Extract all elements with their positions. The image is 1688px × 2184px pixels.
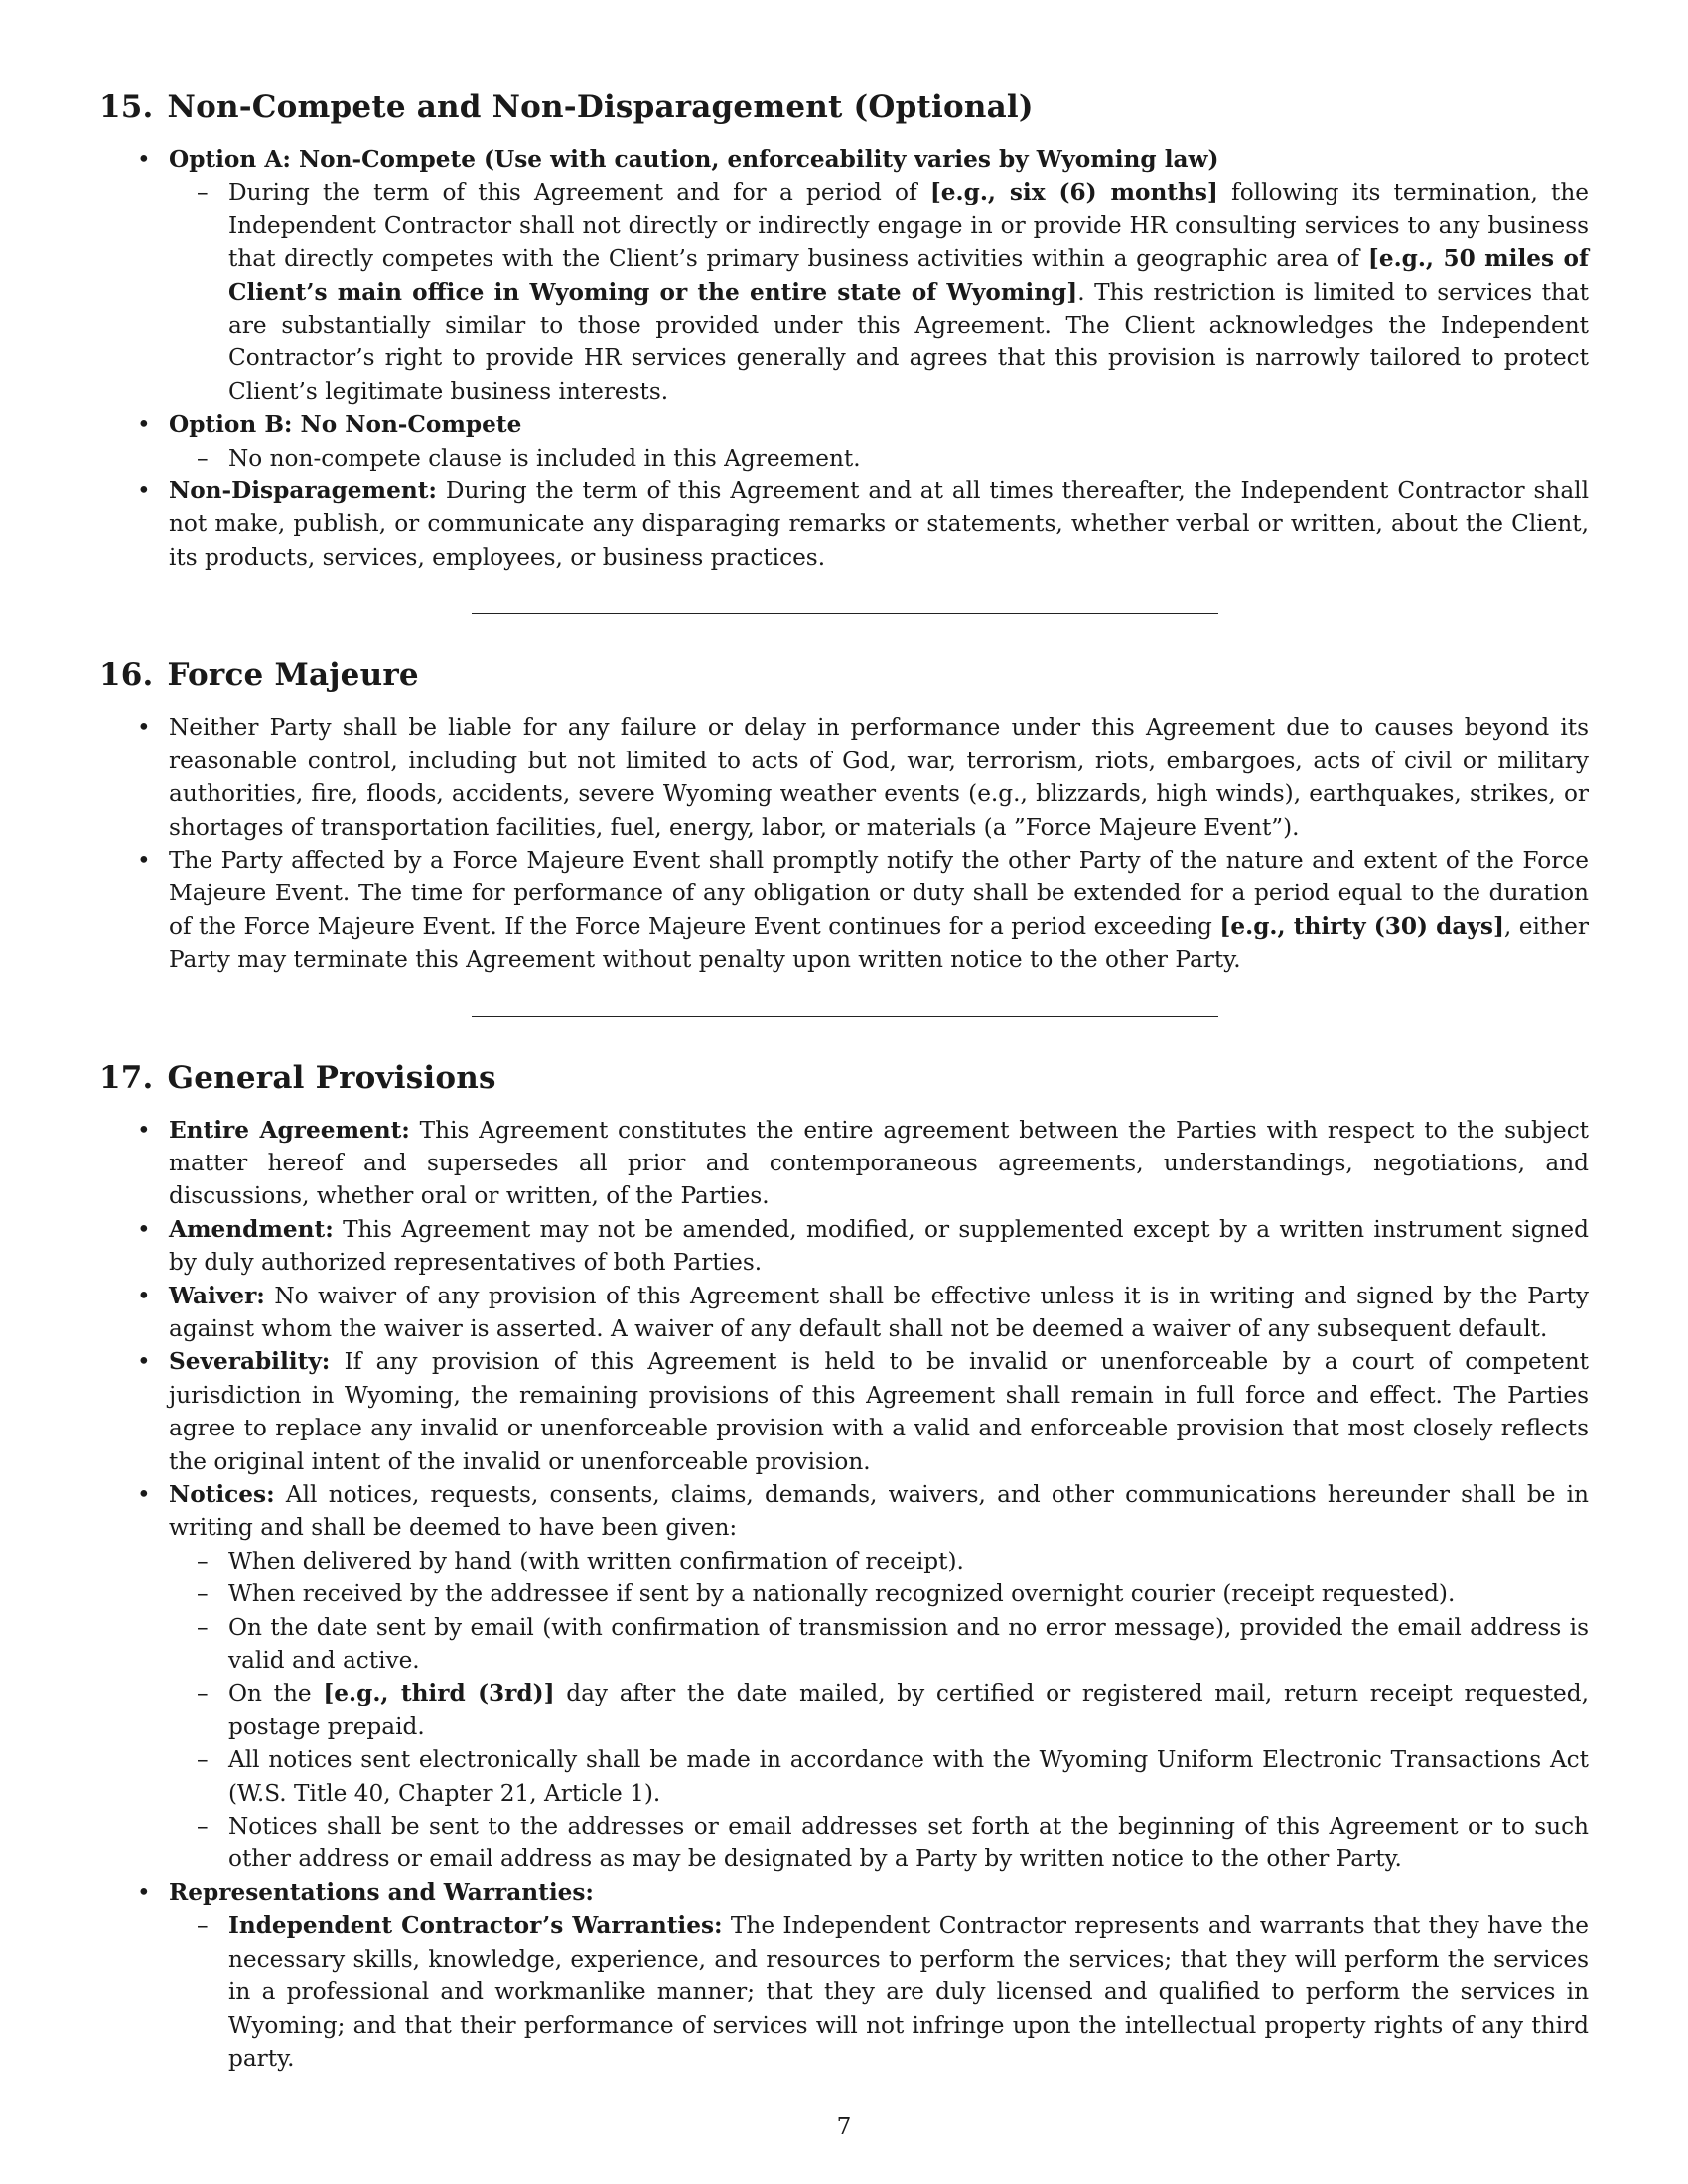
section-heading — [99, 1058, 1589, 1098]
item-label: Option B: No Non-Compete — [169, 411, 522, 439]
sub-list — [169, 1909, 1589, 2075]
section-title: Non-Compete and Non-Disparagement (Optional) — [167, 89, 1034, 125]
page-content — [99, 87, 1589, 2075]
item-label: Option A: Non-Compete (Use with caution, enforceability varies by Wyoming law) — [169, 146, 1219, 173]
clause-text: The Independent Contractor represents and warrants that they have the necessary skills, knowledge, experience, and resources to perform the services; that they will perform the services in a professional and workmanlike manner; that they are duly licensed and qualified to perform the services in Wyoming; and that their performance of services will not infringe upon the intellectual property rights of any third party. — [228, 1912, 1589, 2072]
section-17 — [99, 1058, 1589, 2076]
bullet-list — [99, 1114, 1589, 2076]
placeholder-bracket: [e.g., 50 miles of Client’s main office in Wyoming or the entire state of Wyoming] — [228, 245, 1589, 306]
clause-text: All notices, requests, consents, claims, demands, waivers, and other communications hereunder shall be in writing and shall be deemed to have been given: — [169, 1481, 1589, 1542]
item-label: Waiver: — [169, 1282, 265, 1309]
clause-text: On the — [228, 1680, 324, 1707]
clause-text: During the term of this Agreement and for a period of — [228, 179, 930, 206]
bullet-list — [99, 711, 1589, 976]
list-item — [99, 143, 1589, 408]
section-number: 16. — [99, 657, 154, 694]
bullet-list — [99, 143, 1589, 574]
list-item — [99, 1280, 1589, 1346]
list-item — [99, 844, 1589, 977]
section-number: 17. — [99, 1059, 154, 1096]
item-label: Representations and Warranties: — [169, 1878, 594, 1906]
placeholder-bracket: [e.g., thirty (30) days] — [1219, 912, 1504, 940]
section-heading — [99, 87, 1589, 127]
sub-list-item — [169, 1909, 1589, 2075]
list-item — [99, 1114, 1589, 1213]
sub-list — [169, 176, 1589, 408]
item-label: Amendment: — [169, 1215, 334, 1243]
sub-list-item: – On the date sent by email (with confirmation of transmission and no error message), provided the email address is valid and active. — [169, 1611, 1589, 1678]
item-label: Notices: — [169, 1481, 275, 1508]
list-item: • Neither Party shall be liable for any failure or delay in performance under this Agreement due to causes beyond its reasonable control, including but not limited to acts of God, war, terrorism, riots, embargoes, acts of civil or military authorities, fire, floods, accidents, severe Wyoming weather events (e.g., blizzards, high winds), earthquakes, strikes, or shortages of transportation facilities, fuel, energy, labor, or materials (a ”Force Majeure Event”). — [99, 711, 1589, 844]
section-heading — [99, 655, 1589, 695]
clause-text: This Agreement constitutes the entire agreement between the Parties with respect to the subject matter hereof and supersedes all prior and contemporaneous agreements, understandings, negotiations, and discussions, whether oral or written, of the Parties. — [169, 1116, 1589, 1210]
horizontal-divider — [472, 1016, 1218, 1017]
item-label: Non-Disparagement: — [169, 478, 437, 505]
horizontal-divider — [472, 613, 1218, 614]
clause-text: No waiver of any provision of this Agreement shall be effective unless it is in writing and signed by the Party against whom the waiver is asserted. A waiver of any default shall not be deemed a waiver of any subsequent default. — [169, 1282, 1589, 1342]
sub-list-item — [169, 176, 1589, 408]
clause-text: During the term of this Agreement and at all times thereafter, the Independent Contractor shall not make, publish, or communicate any disparaging remarks or statements, whether verbal or written, about the Client, its products, services, employees, or business practices. — [169, 478, 1589, 571]
list-item — [99, 475, 1589, 574]
sub-list-item: – Notices shall be sent to the addresses or email addresses set forth at the beginning of this Agreement or to such other address or email address as may be designated by a Party by written notice to the other Party. — [169, 1810, 1589, 1876]
item-label: Severability: — [169, 1348, 331, 1376]
sub-list-item: – All notices sent electronically shall be made in accordance with the Wyoming Uniform Electronic Transactions Act (W.S. Title 40, Chapter 21, Article 1). — [169, 1743, 1589, 1810]
clause-text: following its termination, the Independent Contractor shall not directly or indirectly engage in or provide HR consulting services to any business that directly competes with the Client’s primary business activities within a geographic area of — [228, 179, 1590, 273]
clause-text: . This restriction is limited to services that are substantially similar to those provided under this Agreement. The Client acknowledges the Independent Contractor’s right to provide HR services generally and agrees that this provision is narrowly tailored to protect Client’s legitimate business interests. — [228, 278, 1589, 405]
list-item — [99, 1213, 1589, 1280]
placeholder-bracket: [e.g., six (6) months] — [929, 179, 1218, 206]
clause-text: The Party affected by a Force Majeure Event shall promptly notify the other Party of the nature and extent of the Force Majeure Event. The time for performance of any obligation or duty shall be extended for a period equal to the duration of the Force Majeure Event. If the Force Majeure Event continues for a period exceeding — [169, 846, 1589, 940]
page-number: 7 — [836, 2114, 852, 2140]
sub-list-item: – No non-compete clause is included in this Agreement. — [169, 442, 1589, 475]
section-title: General Provisions — [167, 1059, 496, 1096]
sub-list-item: – When received by the addressee if sent by a nationally recognized overnight courier (receipt requested). — [169, 1577, 1589, 1610]
section-title: Force Majeure — [167, 657, 419, 694]
list-item — [99, 1345, 1589, 1478]
clause-text: day after the date mailed, by certified or registered mail, return receipt requested, postage prepaid. — [228, 1680, 1589, 1740]
sub-list-item — [169, 1677, 1589, 1743]
section-15 — [99, 87, 1589, 574]
sub-list — [169, 442, 1589, 475]
section-16 — [99, 655, 1589, 976]
list-item — [99, 1876, 1589, 2075]
section-number: 15. — [99, 89, 154, 125]
clause-text: If any provision of this Agreement is held to be invalid or unenforceable by a court of competent jurisdiction in Wyoming, the remaining provisions of this Agreement shall remain in full force and effect. The Parties agree to replace any invalid or unenforceable provision with a valid and enforceable provision that most closely reflects the original intent of the invalid or unenforceable provision. — [169, 1348, 1589, 1475]
placeholder-bracket: [e.g., third (3rd)] — [323, 1680, 555, 1707]
sub-list — [169, 1545, 1589, 1876]
sub-list-item: – When delivered by hand (with written confirmation of receipt). — [169, 1545, 1589, 1577]
clause-text: , either Party may terminate this Agreement without penalty upon written notice to the other Party. — [169, 912, 1589, 974]
list-item — [99, 408, 1589, 475]
clause-text: This Agreement may not be amended, modified, or supplemented except by a written instrument signed by duly authorized representatives of both Parties. — [169, 1215, 1589, 1277]
list-item — [99, 1478, 1589, 1876]
item-label: Independent Contractor’s Warranties: — [228, 1912, 723, 1940]
item-label: Entire Agreement: — [169, 1116, 410, 1144]
